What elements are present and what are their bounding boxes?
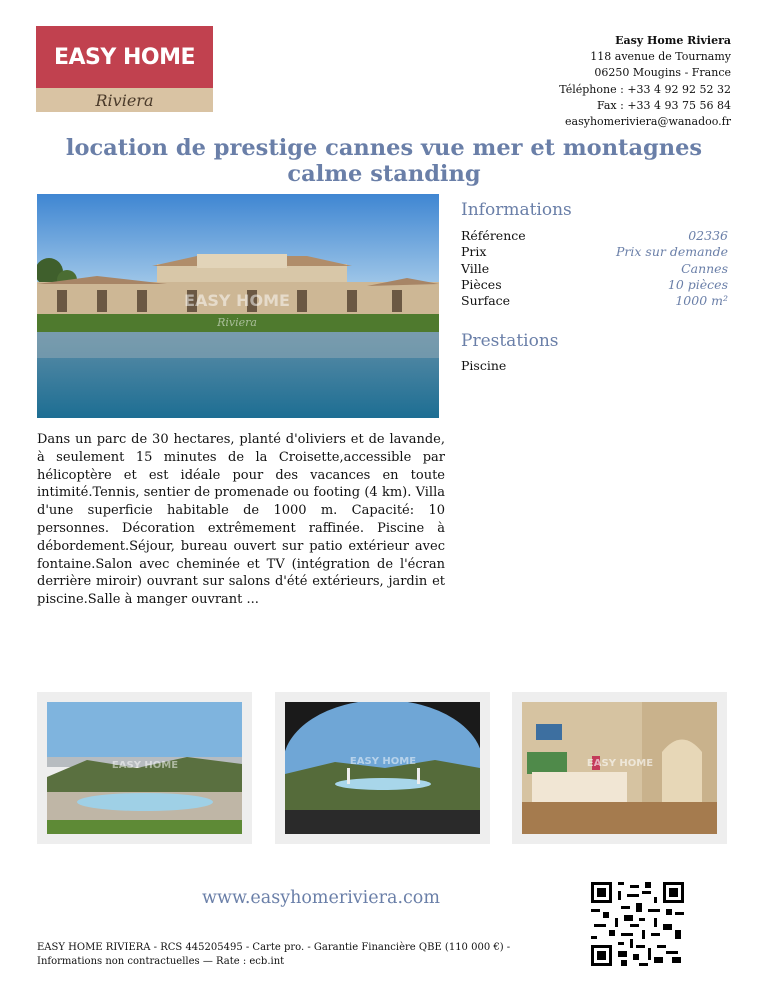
logo-main-text: EASY HOME <box>53 44 196 70</box>
contact-email: easyhomeriviera@wanadoo.fr <box>565 115 731 129</box>
main-property-photo <box>37 194 439 418</box>
contact-city: 06250 Mougins - France <box>594 66 731 80</box>
info-label: Ville <box>461 260 490 276</box>
info-value: 02336 <box>688 228 728 243</box>
footer-line-2: Informations non contractuelles — Rate : ecb.int <box>37 956 285 967</box>
thumbnail-watermark: EASY HOME <box>586 758 654 769</box>
footer-legal <box>37 941 510 969</box>
contact-address: 118 avenue de Tournamy <box>590 50 731 64</box>
contact-block <box>559 33 731 130</box>
photo-watermark: EASY HOME <box>184 291 290 310</box>
info-value: Prix sur demande <box>616 244 728 260</box>
contact-company: Easy Home Riviera <box>615 34 731 47</box>
website-link[interactable]: www.easyhomeriviera.com <box>202 888 440 908</box>
info-label: Prix <box>461 244 487 260</box>
info-value: 10 pièces <box>667 276 728 292</box>
info-label: Pièces <box>461 276 502 292</box>
prestation-item: Piscine <box>461 358 507 373</box>
info-value: Cannes <box>681 260 728 276</box>
info-row-reference <box>461 228 728 244</box>
qr-code <box>591 882 684 966</box>
thumbnail-watermark: EASY HOME <box>349 756 417 767</box>
company-logo <box>36 26 213 112</box>
logo-sub-text: Riviera <box>36 88 213 112</box>
informations-table <box>461 228 728 309</box>
info-value: 1000 m² <box>675 293 728 309</box>
info-row-city <box>461 261 728 277</box>
prestations-heading: Prestations <box>461 331 559 351</box>
contact-phone: Téléphone : +33 4 92 92 52 32 <box>559 82 731 96</box>
thumbnail-lawn-view <box>275 692 490 844</box>
footer-line-1: EASY HOME RIVIERA - RCS 445205495 - Carte pro. - Garantie Financière QBE (110 000 €) - <box>37 942 511 953</box>
thumbnail-bedroom-view <box>512 692 727 844</box>
info-label: Référence <box>461 228 526 243</box>
photo-watermark-sub: Riviera <box>217 316 257 329</box>
info-row-price <box>461 244 728 260</box>
info-label: Surface <box>461 293 511 309</box>
page-title: location de prestige cannes vue mer et montagnes calme standing <box>65 135 703 187</box>
info-row-rooms <box>461 277 728 293</box>
info-row-surface <box>461 293 728 309</box>
contact-fax: Fax : +33 4 93 75 56 84 <box>596 98 731 112</box>
property-description: Dans un parc de 30 hectares, planté d'oliviers et de lavande, à seulement 15 minutes de la Croisette,accessible par hélicoptère et est idéale pour des vacances en toute intimité.Tennis, sentier de promenade ou footing (4 km). Villa d'une superficie habitable de 1000 m. Capacité: 10 personnes. Décoration extrêmement raffinée. Piscine à débordement.Séjour, bureau ouvert sur patio extérieur avec fontaine.Salon avec cheminée et TV (intégration de l'écran derrière miroir) ouvrant sur salons d'été extérieurs, jardin et piscine.Salle à manger ouvrant ... <box>37 432 445 608</box>
thumbnail-pool-view <box>37 692 252 844</box>
thumbnail-watermark: EASY HOME <box>111 760 179 771</box>
informations-heading: Informations <box>461 200 572 220</box>
